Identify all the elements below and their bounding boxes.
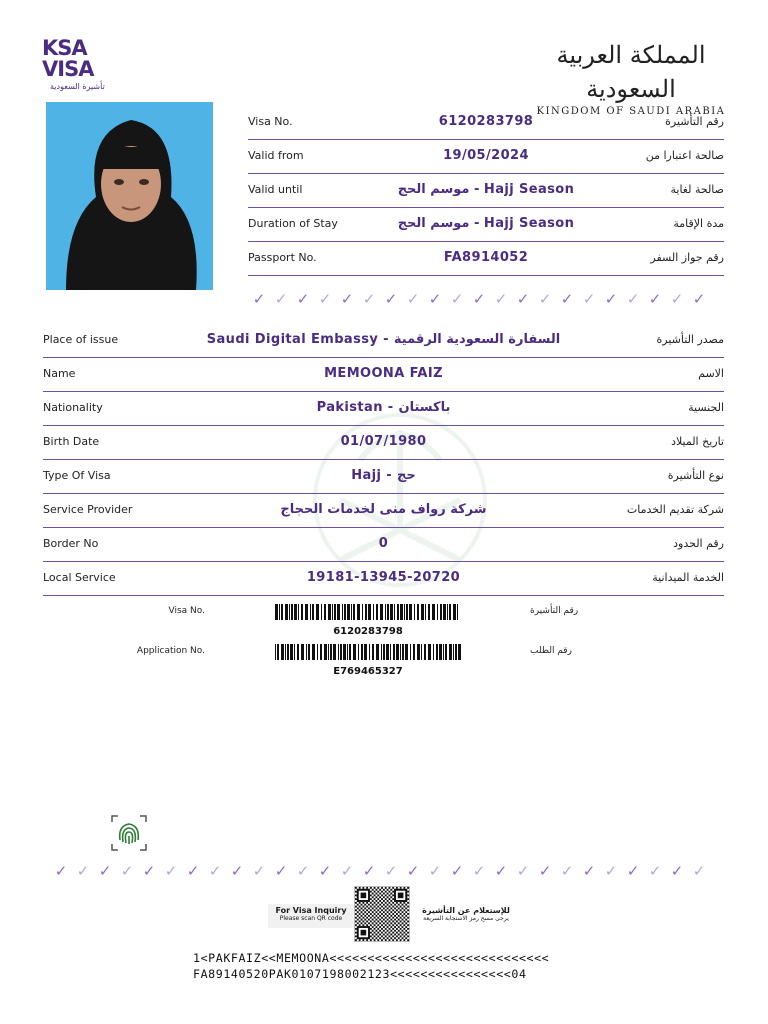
field-label: Place of issue — [43, 333, 119, 346]
check-mark-icon: ✓ — [318, 862, 332, 880]
field-nationality — [43, 392, 724, 426]
barcode-label-ar: رقم الطلب — [530, 646, 572, 656]
field-place-of-issue — [43, 324, 724, 358]
field-label-ar: صالحة اعتبارا من — [645, 149, 724, 162]
field-value: 19181-13945-20720 — [306, 570, 461, 585]
kingdom-emblem-text — [536, 38, 726, 117]
field-value: 0 — [378, 536, 389, 551]
check-mark-icon: ✓ — [472, 862, 486, 880]
check-mark-icon: ✓ — [670, 290, 684, 308]
check-mark-icon: ✓ — [340, 862, 354, 880]
field-label-ar: الخدمة الميدانية — [652, 571, 724, 584]
check-mark-icon: ✓ — [604, 290, 618, 308]
check-mark-icon: ✓ — [406, 862, 420, 880]
field-label-ar: رقم جواز السفر — [650, 251, 724, 264]
field-border-no — [43, 528, 724, 562]
field-label: Type Of Visa — [43, 469, 111, 482]
field-label-ar: الجنسية — [688, 401, 724, 414]
check-mark-icon: ✓ — [560, 862, 574, 880]
check-mark-icon: ✓ — [384, 862, 398, 880]
check-mark-icon: ✓ — [516, 862, 530, 880]
field-label: Local Service — [43, 571, 116, 584]
field-label-ar: مدة الإقامة — [673, 217, 724, 230]
portrait-image — [46, 102, 213, 290]
check-mark-icon: ✓ — [208, 862, 222, 880]
field-value: 01/07/1980 — [340, 434, 427, 449]
check-mark-icon: ✓ — [318, 290, 332, 308]
qr-left-sub: Please scan QR code — [279, 915, 343, 922]
logo-visa-text: VISA — [42, 57, 94, 81]
kingdom-arabic: المملكة العربية السعودية — [556, 41, 706, 103]
check-mark-icon: ✓ — [472, 290, 486, 308]
field-label-ar: رقم التأشيرة — [665, 115, 724, 128]
visa-number-barcode — [100, 604, 660, 644]
check-mark-icon: ✓ — [120, 862, 134, 880]
field-value: موسم الحج - Hajj Season — [397, 182, 575, 197]
check-mark-icon: ✓ — [230, 862, 244, 880]
check-mark-icon: ✓ — [494, 862, 508, 880]
check-mark-icon: ✓ — [76, 862, 90, 880]
check-mark-icon: ✓ — [274, 862, 288, 880]
field-label: Birth Date — [43, 435, 100, 448]
logo-arabic-text: تأشيرة السعودية — [50, 82, 105, 91]
barcode-bars — [275, 644, 461, 660]
security-check-strip-bottom — [52, 862, 708, 880]
check-mark-icon: ✓ — [648, 862, 662, 880]
check-mark-icon: ✓ — [582, 290, 596, 308]
barcode-label: Application No. — [136, 646, 205, 656]
check-mark-icon: ✓ — [164, 862, 178, 880]
qr-right-sub: يرجى مسح رمز الاستجابة السريعة — [423, 915, 509, 922]
check-mark-icon: ✓ — [296, 862, 310, 880]
check-mark-icon: ✓ — [604, 862, 618, 880]
field-value: MEMOONA FAIZ — [324, 366, 443, 381]
check-mark-icon: ✓ — [538, 290, 552, 308]
field-valid-from — [248, 140, 724, 174]
check-mark-icon: ✓ — [384, 290, 398, 308]
check-mark-icon: ✓ — [692, 290, 706, 308]
field-value: 19/05/2024 — [443, 148, 529, 163]
mrz-line-1: 1<PAKFAIZ<<MEMOONA<<<<<<<<<<<<<<<<<<<<<<<<<<<<< — [193, 951, 550, 965]
check-mark-icon: ✓ — [54, 862, 68, 880]
check-mark-icon: ✓ — [648, 290, 662, 308]
field-value: FA8914052 — [443, 250, 529, 265]
check-mark-icon: ✓ — [362, 290, 376, 308]
field-label-ar: رقم الحدود — [673, 537, 724, 550]
check-mark-icon: ✓ — [626, 862, 640, 880]
barcode-number: 6120283798 — [333, 626, 403, 637]
ksa-visa-logo — [42, 38, 132, 94]
check-mark-icon: ✓ — [252, 290, 266, 308]
visa-inquiry-qr — [268, 886, 518, 942]
qr-inquiry-english — [268, 904, 354, 928]
check-mark-icon: ✓ — [560, 290, 574, 308]
qr-code-icon[interactable] — [354, 886, 410, 942]
field-type-of-visa — [43, 460, 724, 494]
check-mark-icon: ✓ — [450, 290, 464, 308]
field-label-ar: تاريخ الميلاد — [671, 435, 724, 448]
check-mark-icon: ✓ — [340, 290, 354, 308]
kingdom-english: KINGDOM OF SAUDI ARABIA — [536, 106, 726, 117]
field-label: Valid from — [248, 149, 304, 162]
mrz-line-2: FA89140520PAK0107198002123<<<<<<<<<<<<<<<<04 — [193, 967, 527, 981]
check-mark-icon: ✓ — [186, 862, 200, 880]
field-value: Pakistan - باكستان — [316, 400, 451, 415]
barcode-label: Visa No. — [168, 606, 205, 616]
security-check-strip — [250, 290, 708, 308]
barcode-bars — [275, 604, 461, 620]
field-value: شركة رواف منى لخدمات الحجاج — [280, 502, 487, 517]
check-mark-icon: ✓ — [626, 290, 640, 308]
field-name — [43, 358, 724, 392]
check-mark-icon: ✓ — [428, 290, 442, 308]
field-visa-no — [248, 106, 724, 140]
field-label: Duration of Stay — [248, 217, 338, 230]
field-label-ar: نوع التأشيرة — [667, 469, 724, 482]
check-mark-icon: ✓ — [296, 290, 310, 308]
field-label: Valid until — [248, 183, 303, 196]
field-value: Hajj - حج — [351, 468, 416, 483]
field-service-provider — [43, 494, 724, 528]
field-label: Service Provider — [43, 503, 133, 516]
check-mark-icon: ✓ — [582, 862, 596, 880]
field-label: Nationality — [43, 401, 103, 414]
qr-right-title: للإستعلام عن التأشيرة — [422, 906, 510, 915]
logo-ksa-text: KSA — [42, 36, 87, 60]
field-passport-no — [248, 242, 724, 276]
check-mark-icon: ✓ — [450, 862, 464, 880]
fingerprint-icon — [110, 814, 148, 852]
field-duration-of-stay — [248, 208, 724, 242]
passport-photo — [46, 102, 213, 290]
check-mark-icon: ✓ — [428, 862, 442, 880]
field-local-service — [43, 562, 724, 596]
check-mark-icon: ✓ — [406, 290, 420, 308]
check-mark-icon: ✓ — [538, 862, 552, 880]
field-label-ar: الاسم — [698, 367, 724, 380]
check-mark-icon: ✓ — [494, 290, 508, 308]
check-mark-icon: ✓ — [252, 862, 266, 880]
field-label-ar: مصدر التأشيرة — [656, 333, 724, 346]
check-mark-icon: ✓ — [362, 862, 376, 880]
barcode-label-ar: رقم التأشيرة — [530, 606, 579, 616]
check-mark-icon: ✓ — [670, 862, 684, 880]
field-value: Saudi Digital Embassy - السفارة السعودية الرقمية — [206, 332, 561, 347]
application-number-barcode — [100, 644, 660, 684]
machine-readable-zone — [193, 950, 549, 982]
field-label-ar: شركة تقديم الخدمات — [626, 503, 724, 516]
field-label: Visa No. — [248, 115, 293, 128]
qr-inquiry-arabic — [414, 906, 518, 930]
check-mark-icon: ✓ — [692, 862, 706, 880]
field-value: موسم الحج - Hajj Season — [397, 216, 575, 231]
field-valid-until — [248, 174, 724, 208]
check-mark-icon: ✓ — [142, 862, 156, 880]
check-mark-icon: ✓ — [516, 290, 530, 308]
check-mark-icon: ✓ — [274, 290, 288, 308]
field-label: Border No — [43, 537, 99, 550]
qr-left-title: For Visa Inquiry — [275, 906, 347, 915]
check-mark-icon: ✓ — [98, 862, 112, 880]
field-birth-date — [43, 426, 724, 460]
field-label: Passport No. — [248, 251, 317, 264]
field-label-ar: صالحة لغاية — [670, 183, 724, 196]
field-value: 6120283798 — [438, 114, 534, 129]
field-label: Name — [43, 367, 76, 380]
barcode-number: E769465327 — [333, 666, 403, 677]
